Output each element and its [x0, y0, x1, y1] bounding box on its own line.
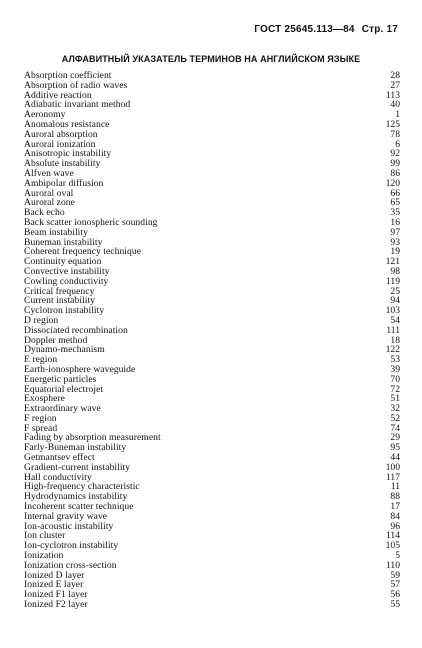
index-term: Ionization cross-section — [24, 559, 117, 571]
index-page-number: 56 — [390, 589, 400, 601]
index-entry — [24, 100, 400, 110]
index-page-number: 99 — [390, 158, 400, 170]
index-page-number: 66 — [390, 187, 400, 199]
index-entry — [24, 306, 400, 316]
index-term: Hall conductivity — [24, 471, 92, 483]
index-term: F region — [24, 412, 57, 424]
index-term: Ambipolar diffusion — [24, 177, 104, 189]
index-entry — [24, 159, 400, 169]
index-term: Extraordinary wave — [24, 403, 101, 415]
index-term: Earth-ionosphere waveguide — [24, 363, 136, 375]
index-page-number: 110 — [385, 559, 400, 571]
index-page-number: 105 — [385, 540, 400, 552]
index-term: Farly-Buneman instability — [24, 442, 127, 454]
index-term: Buneman instability — [24, 236, 103, 248]
index-page-number: 51 — [390, 393, 400, 405]
index-term: Cowling conductivity — [24, 275, 109, 287]
index-term: Beam instability — [24, 226, 88, 238]
index-term: Coherent frequency technique — [24, 246, 142, 258]
index-term: Convective instability — [24, 265, 110, 277]
index-term: Anisotropic instability — [24, 148, 112, 160]
index-page-number: 111 — [386, 324, 400, 336]
index-term: Adiabatic invariant method — [24, 99, 131, 111]
index-page-number: 92 — [390, 148, 400, 160]
index-page-number: 29 — [390, 432, 400, 444]
index-term: Getmantsev effect — [24, 452, 95, 464]
index-page-number: 114 — [385, 530, 400, 542]
index-term: High-frequency characteristic — [24, 481, 140, 493]
index-term: Current instability — [24, 295, 96, 307]
index-page-number: 27 — [390, 79, 400, 91]
index-term: Absorption coefficient — [24, 70, 112, 81]
index-term: Aeronomy — [24, 109, 66, 121]
index-page-number: 5 — [395, 550, 400, 562]
index-page-number: 74 — [390, 422, 400, 434]
index-page-number: 40 — [390, 99, 400, 111]
index-term: Ion cluster — [24, 530, 66, 542]
document-code: ГОСТ 25645.113—84 — [254, 24, 355, 35]
index-page-number: 96 — [390, 520, 400, 532]
index-term: Ion-acoustic instability — [24, 520, 114, 532]
index-page-number: 94 — [390, 295, 400, 307]
index-entry — [24, 600, 400, 610]
index-entry — [24, 522, 400, 532]
index-term: Absorption of radio waves — [24, 79, 128, 91]
index-page-number: 54 — [390, 314, 400, 326]
index-term: Incoherent scatter technique — [24, 501, 134, 513]
index-page-number: 119 — [385, 275, 400, 287]
index-page-number: 95 — [390, 442, 400, 454]
index-entry — [24, 198, 400, 208]
index-page-number: 84 — [390, 510, 400, 522]
index-page-number: 72 — [390, 383, 400, 395]
index-page-number: 19 — [390, 246, 400, 258]
index-term: Dissociated recombination — [24, 324, 128, 336]
index-page-number: 78 — [390, 128, 400, 140]
index-term: Ion-cyclotron instability — [24, 540, 119, 552]
index-term: Exosphere — [24, 393, 65, 405]
index-term: Ionized D layer — [24, 569, 85, 581]
index-page-number: 32 — [390, 403, 400, 415]
index-term: Ionized E layer — [24, 579, 84, 591]
index-page-number: 117 — [385, 471, 400, 483]
index-page-number: 98 — [390, 265, 400, 277]
page-header — [254, 24, 398, 35]
index-page-number: 52 — [390, 412, 400, 424]
index-page-number: 1 — [395, 109, 400, 121]
index-entry — [24, 179, 400, 189]
index-page-number: 97 — [390, 226, 400, 238]
index-term: Hydrodynamics instability — [24, 491, 128, 503]
index-term: Additive reaction — [24, 89, 92, 101]
section-title: АЛФАВИТНЫЙ УКАЗАТЕЛЬ ТЕРМИНОВ НА АНГЛИЙСКОМ ЯЗЫКЕ — [61, 54, 361, 64]
index-term: Energetic particles — [24, 373, 97, 385]
index-term: Absolute instability — [24, 158, 101, 170]
index-term: Fading by absorption measurement — [24, 432, 161, 444]
index-term: Auroral oval — [24, 187, 74, 199]
index-entry — [24, 345, 400, 355]
index-page-number: 35 — [390, 207, 400, 219]
index-term: Gradient-current instability — [24, 461, 131, 473]
index-term: D region — [24, 314, 59, 326]
index-page-number: 100 — [385, 461, 400, 473]
index-page-number: 25 — [390, 285, 400, 297]
index-entry — [24, 541, 400, 551]
index-page-number: 55 — [390, 599, 400, 611]
index-page-number: 121 — [385, 256, 400, 268]
index-page-number: 16 — [390, 216, 400, 228]
index-entry — [24, 404, 400, 414]
index-term: Back scatter ionospheric sounding — [24, 216, 158, 228]
index-page-number: 57 — [390, 579, 400, 591]
index-page-number: 70 — [390, 373, 400, 385]
index-page-number: 93 — [390, 236, 400, 248]
index-term: F spread — [24, 422, 58, 434]
index-term: Auroral zone — [24, 197, 75, 209]
index-term: E region — [24, 354, 58, 366]
index-page-number: 28 — [390, 70, 400, 81]
index-page-number: 88 — [390, 491, 400, 503]
index-term: Alfven wave — [24, 167, 74, 179]
index-page-number: 103 — [385, 305, 400, 317]
index-term: Ionized F1 layer — [24, 589, 88, 601]
index-term: Equatorial electrojet — [24, 383, 104, 395]
index-page-number: 18 — [390, 334, 400, 346]
index-page-number: 17 — [390, 501, 400, 513]
index-term: Internal gravity wave — [24, 510, 108, 522]
page-number: Стр. 17 — [361, 24, 398, 35]
index-page-number: 53 — [390, 354, 400, 366]
index-entry — [24, 414, 400, 424]
index-page-number: 59 — [390, 569, 400, 581]
index-term: Auroral ionization — [24, 138, 96, 150]
term-index-list — [24, 71, 400, 610]
index-term: Critical frequency — [24, 285, 95, 297]
index-term: Ionized F2 layer — [24, 599, 88, 611]
index-term: Back echo — [24, 207, 65, 219]
index-entry — [24, 385, 400, 395]
index-term: Dynamo-mechanism — [24, 344, 105, 356]
index-page-number: 6 — [395, 138, 400, 150]
index-page-number: 86 — [390, 167, 400, 179]
index-term: Doppler method — [24, 334, 88, 346]
index-page-number: 122 — [385, 344, 400, 356]
index-term: Anomalous resistance — [24, 118, 110, 130]
index-term: Cyclotron instability — [24, 305, 105, 317]
index-page-number: 120 — [385, 177, 400, 189]
index-term: Continuity equation — [24, 256, 102, 268]
index-page-number: 125 — [385, 118, 400, 130]
index-term: Auroral absorption — [24, 128, 98, 140]
index-page-number: 113 — [385, 89, 400, 101]
index-entry — [24, 189, 400, 199]
index-page-number: 39 — [390, 363, 400, 375]
index-page-number: 11 — [390, 481, 400, 493]
index-page-number: 65 — [390, 197, 400, 209]
index-page-number: 44 — [390, 452, 400, 464]
index-term: Ionization — [24, 550, 64, 562]
